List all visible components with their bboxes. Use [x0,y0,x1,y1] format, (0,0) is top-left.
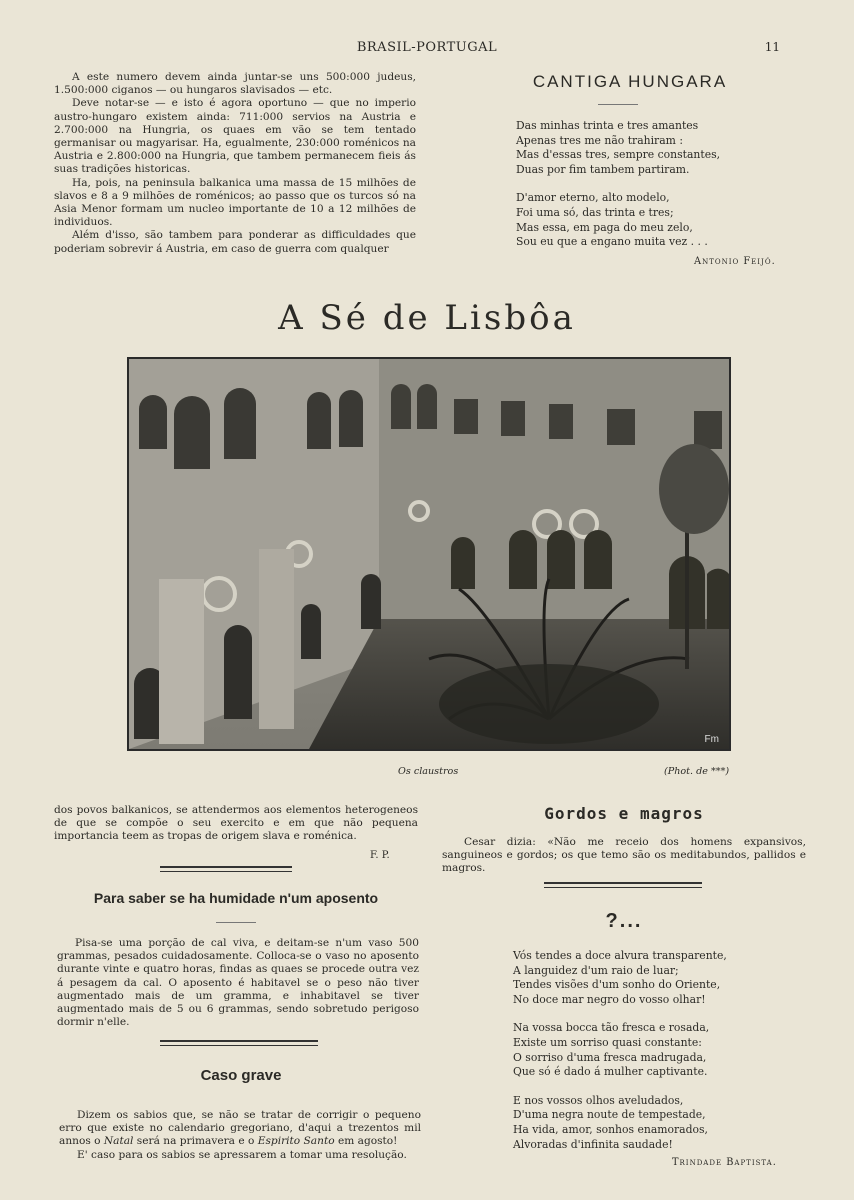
cloister-photo [127,357,731,751]
verse-line: Tendes visões d'um sonho do Oriente, [513,978,721,992]
verse-line: Duas por fim tambem partiram. [516,162,690,176]
caso-text [59,1109,421,1162]
photographer-monogram: Fm [704,734,719,745]
stanza [513,1094,803,1152]
verse-line: E nos vossos olhos aveludados, [513,1093,684,1107]
cantiga-poem [516,119,786,264]
caso-title: Caso grave [200,1067,282,1084]
verse-line: Ha vida, amor, sonhos enamorados, [513,1122,708,1136]
poem2 [513,949,803,1166]
paragraph: Deve notar-se — e isto é agora oportuno — que no imperio austro-hungaro existem ainda: 711:000 servios na Austria e 2.700:000 na Hungria, os quaes em vão se tem tentado germanisar ou magyarisar. Ha, egualmente, 230:000 roménicos na Austria e 2.800:000 na Hungria, que tambem permanecem fieis ás suas tradições historicas. [54,97,416,176]
humidade-title: Para saber se ha humidade n'um aposento [93,890,379,906]
paragraph: A este numero devem ainda juntar-se uns 500:000 judeus, 1.500:000 ciganos — ou hungaros slavisados — etc. [54,71,416,97]
text-run: será na primavera e o [133,1135,258,1148]
text-run: Dizem os sabios que, se não se tratar de corrigir o pequeno erro que existe no calendario gregoriano, d'aqui a trezentos mil annos o [59,1109,421,1148]
gordos-text [442,836,806,876]
photo-credit: (Phot. de ***) [664,766,730,777]
paragraph: Ha, pois, na peninsula balkanica uma massa de 15 milhões de slavos e 8 a 9 milhões de roménicos; ao passo que os turcos só na Asia Menor formam um nucleo importante de 10 a 12 milhões de individuos. [54,176,416,229]
double-rule [160,1040,318,1046]
stanza [516,119,786,177]
verse-line: No doce mar negro do vosso olhar! [513,992,706,1006]
text-run: em agosto! [334,1135,398,1148]
divider [216,922,256,923]
stanza [516,191,786,249]
verse-line: A languidez d'um raio de luar; [513,963,679,977]
page-number: 11 [764,40,780,54]
verse-line: Que só é dado á mulher captivante. [513,1065,708,1079]
verse-line: Na vossa bocca tão fresca e rosada, [513,1021,710,1035]
stanza [513,1021,803,1079]
verse-line: Vós tendes a doce alvura transparente, [513,949,727,962]
verse-line: Sou eu que a engano muita vez . . . [516,235,708,249]
paragraph: dos povos balkanicos, se attendermos aos elementos heterogeneos de que se compõe o seu exercito e em que não pequena importancia teem as tropas de origem slava e roménica. [54,804,418,843]
verse-line: Mas essa, em paga do meu zelo, [516,220,693,234]
verse-line: Foi uma só, das trinta e tres; [516,205,674,219]
text-run-italic: Espirito Santo [257,1135,335,1148]
poem2-title: ?... [605,910,643,932]
left-top-column [54,71,416,256]
cloister-illustration [129,359,729,749]
cantiga-author: Antonio Feijó. [694,256,776,267]
verse-line: Das minhas trinta e tres amantes [516,119,699,132]
gordos-title: Gordos e magros [544,804,704,823]
verse-line: D'uma negra noute de tempestade, [513,1108,706,1122]
feature-title: A Sé de Lisbôa [278,298,576,338]
stanza [513,949,803,1007]
running-title: BRASIL-PORTUGAL [356,40,498,55]
paragraph: Pisa-se uma porção de cal viva, e deitam-se n'um vaso 500 grammas, pesados cuidadosamente. Colloca-se o vaso no aposento durante vinte e quatro horas, findas as quaes se procede outra vez á pesagem da cal. O aposento é habitavel se o peso não tiver augmentado mais de um gramma, e inhabitavel se tiver augmentado mais de 5 ou 6 grammas, sendo sobretudo perigoso dormir n'elle. [57,937,419,1029]
poem2-author: Trindade Baptista. [672,1157,777,1168]
verse-line: Apenas tres me não trahiram : [516,133,683,147]
paragraph: E' caso para os sabios se apressarem a tomar uma resolução. [77,1148,407,1161]
verse-line: O sorriso d'uma fresca madrugada, [513,1050,707,1064]
photo-caption: Os claustros [398,766,459,777]
double-rule [544,882,702,888]
paragraph: Cesar dizia: «Não me receio dos homens expansivos, sanguineos e gordos; os que temo são os meditabundos, pallidos e magros. [442,836,806,875]
text-run-italic: Natal [103,1135,134,1148]
signature: F. P. [370,850,390,861]
verse-line: Mas d'essas tres, sempre constantes, [516,148,721,162]
divider [598,104,638,105]
paragraph [59,1109,421,1149]
paragraph: Além d'isso, são tambem para ponderar as difficuldades que poderiam sobrevir á Austria, em caso de guerra com qualquer [54,229,416,255]
verse-line: Alvoradas d'infinita saudade! [513,1137,673,1151]
double-rule [160,866,292,872]
cantiga-title: CANTIGA HUNGARA [532,72,728,91]
verse-line: Existe um sorriso quasi constante: [513,1035,702,1049]
left-bottom-column [54,804,418,844]
humidade-text [57,937,419,1029]
verse-line: D'amor eterno, alto modelo, [516,191,670,205]
